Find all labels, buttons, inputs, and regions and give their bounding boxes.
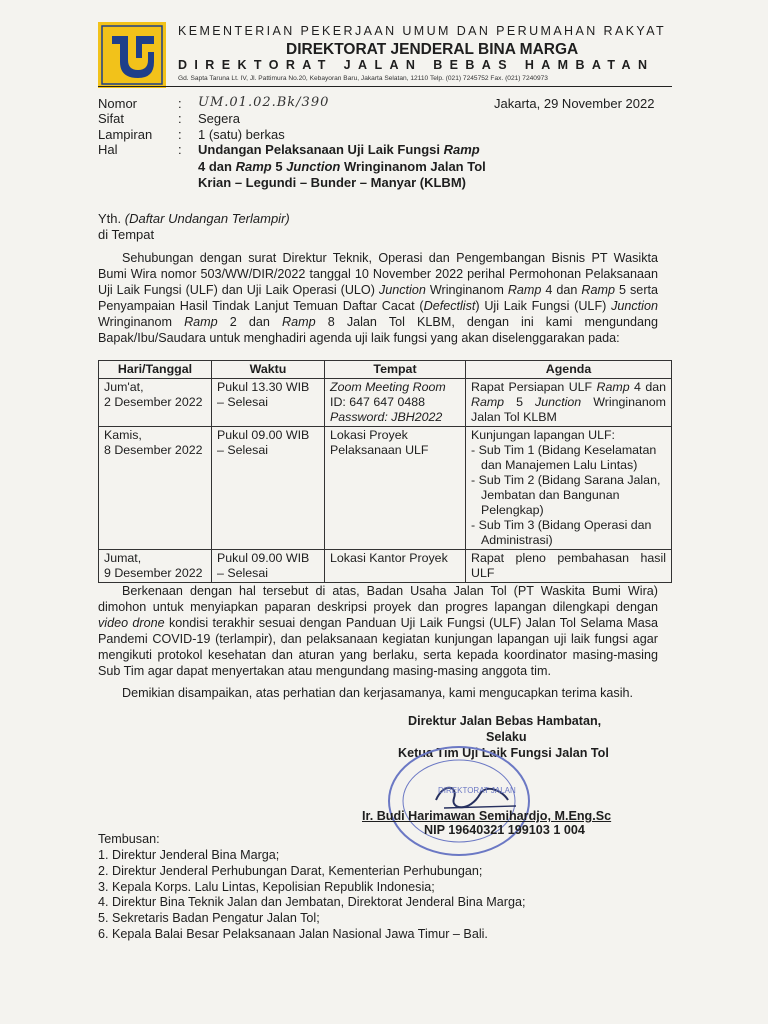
nomor-label: Nomor [98,96,138,111]
list-item: - Sub Tim 1 (Bidang Keselamatan dan Manajemen Lalu Lintas) [471,443,657,472]
signatory-name: Ir. Budi Harimawan Semihardjo, M.Eng.Sc [362,809,612,823]
cell-date: Kamis, 8 Desember 2022 [99,427,212,550]
nomor-colon: : [178,96,182,111]
ministry-name: KEMENTERIAN PEKERJAAN UMUM DAN PERUMAHAN RAKYAT [178,24,667,38]
table-row [99,427,672,550]
cell-time: Pukul 09.00 WIB – Selesai [212,550,325,583]
cell-place: Zoom Meeting Room ID: 647 647 0488 Password: JBH2022 [325,379,466,427]
list-item: 1. Direktur Jenderal Bina Marga; [98,848,280,862]
cell-place: Lokasi Proyek Pelaksanaan ULF [325,427,466,550]
cell-date: Jumat, 9 Desember 2022 [99,550,212,583]
addressee-place: di Tempat [98,227,155,242]
official-stamp-icon [384,742,534,860]
body-paragraph: Berkenaan dengan hal tersebut di atas, Badan Usaha Jalan Tol (PT Waskita Bumi Wira) dimohon untuk menyiapkan paparan deskripsi proyek dan progres lapangan dilengkapi dengan video drone kondisi terakhir sesuai dengan Panduan Uji Laik Fungsi (ULF) Jalan Tol Selama Masa Pandemi COVID-19 (terlampir), dan pelaksanaan kegiatan kunjungan lapangan uji laik fungsi agar mengikuti protokol kesehatan dan aturan yang berlaku, serta kepada koordinator masing-masing Sub Tim agar dapat menyertakan atau mengundang masing-masing anggota tim. [98,584,658,678]
closing-sentence: Demikian disampaikan, atas perhatian dan kerjasamanya, kami mengucapkan terima kasih. [122,686,634,700]
tembusan-label: Tembusan: [98,832,160,846]
cell-place: Lokasi Kantor Proyek [325,550,466,583]
hal-label: Hal [98,142,118,157]
list-item: 5. Sekretaris Badan Pengatur Jalan Tol; [98,911,320,926]
letter-date: Jakarta, 29 November 2022 [494,96,655,111]
header-agenda: Agenda [466,361,672,379]
signatory-nip: NIP 19640321 199103 1 004 [424,823,585,837]
sifat-label: Sifat [98,111,125,126]
cell-time: Pukul 09.00 WIB – Selesai [212,427,325,550]
cell-time: Pukul 13.30 WIB – Selesai [212,379,325,427]
nomor-value: UM.01.02.Bk/390 [198,95,330,110]
lampiran-label: Lampiran [98,127,153,142]
addressee: Yth. (Daftar Undangan Terlampir) [98,211,290,226]
list-item: 4. Direktur Bina Teknik Jalan dan Jembatan, Direktorat Jenderal Bina Marga; [98,895,526,910]
table-header-row [99,361,672,379]
header-waktu: Waktu [212,361,325,379]
lampiran-value: 1 (satu) berkas [198,127,285,142]
header-hari-tanggal: Hari/Tanggal [99,361,212,379]
cell-agenda: Rapat pleno pembahasan hasil ULF [466,550,672,583]
subject-text: Undangan Pelaksanaan Uji Laik Fungsi Ramp 4 dan Ramp 5 Junction Wringinanom Jalan Tol Krian – Legundi – Bunder – Manyar (KLBM) [198,142,486,190]
list-item: 2. Direktur Jenderal Perhubungan Darat, Kementerian Perhubungan; [98,863,483,878]
header-tempat: Tempat [325,361,466,379]
intro-paragraph: Sehubungan dengan surat Direktur Teknik, Operasi dan Pengembangan Bisnis PT Wasikta Bumi Wira nomor 503/WW/DIR/2022 tanggal 10 November 2022 perihal Permohonan Pelaksanaan Uji Laik Fungsi (ULF) dan Uji Laik Operasi (ULO) Junction Wringinanom Ramp 4 dan Ramp 5 serta Penyampaian Hasil Tindak Lanjut Temuan Daftar Cacat (Defectlist) Uji Laik Fungsi (ULF) Junction Wringinanom Ramp 2 dan Ramp 8 Jalan Tol KLBM, dengan ini kami mengundang Bapak/Ibu/Saudara untuk menghadiri agenda uji laik fungsi yang akan diselenggarakan pada: [98,251,659,345]
cell-date: Jum'at, 2 Desember 2022 [99,379,212,427]
table-row [99,379,672,427]
signatory-role: Ketua Tim Uji Laik Fungsi Jalan Tol [398,746,609,760]
list-item: 3. Kepala Korps. Lalu Lintas, Kepolisian Republik Indonesia; [98,879,435,894]
tembusan-list [98,848,525,943]
signatory-title: Direktur Jalan Bebas Hambatan, [408,714,602,728]
sub-team-list [471,443,666,548]
list-item: - Sub Tim 2 (Bidang Sarana Jalan, Jembatan dan Bangunan Pelengkap) [471,473,661,517]
pupr-logo-icon [98,22,166,88]
cell-agenda: Kunjungan lapangan ULF: - Sub Tim 1 (Bidang Keselamatan dan Manajemen Lalu Lintas) - Sub Tim 2 (Bidang Sarana Jalan, Jembatan dan Bangunan Pelengkap) - Sub Tim 3 (Bidang Operasi dan Administrasi) [466,427,672,550]
list-item: - Sub Tim 3 (Bidang Operasi dan Administrasi) [471,518,652,547]
sifat-colon: : [178,111,182,126]
cell-agenda: Rapat Persiapan ULF Ramp 4 dan Ramp 5 Junction Wringinanom Jalan Tol KLBM [466,379,672,427]
signatory-selaku: Selaku [486,730,527,744]
agenda-table [98,360,672,583]
list-item: 6. Kepala Balai Besar Pelaksanaan Jalan Nasional Jawa Timur – Bali. [98,926,488,941]
table-row [99,550,672,583]
directorate-general-name: DIREKTORAT JENDERAL BINA MARGA [286,41,579,58]
directorate-name: DIREKTORAT JALAN BEBAS HAMBATAN [178,58,655,72]
stamp-center-text: DIREKTORAT JALAN [438,786,516,795]
office-address: Gd. Sapta Taruna Lt. IV, Jl. Pattimura No.20, Kebayoran Baru, Jakarta Selatan, 12110 Telp. (021) 7245752 Fax. (021) 7240973 [178,75,548,82]
lampiran-colon: : [178,127,182,142]
sifat-value: Segera [198,111,240,126]
letterhead-divider [98,86,672,87]
hal-colon: : [178,142,182,157]
